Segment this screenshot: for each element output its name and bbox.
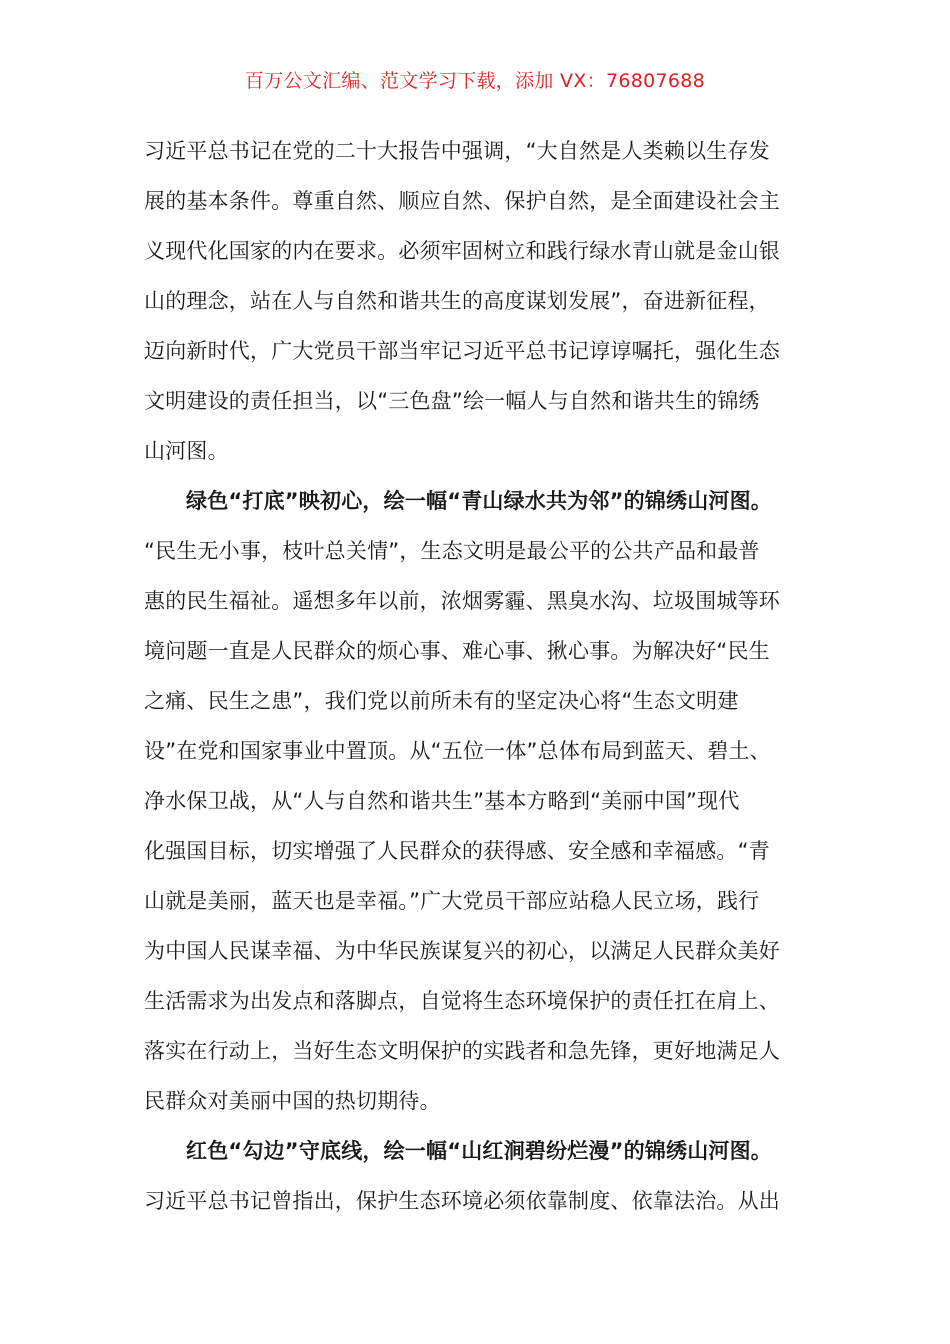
text-line: 净水保卫战，从“人与自然和谐共生”基本方略到“美丽中国”现代 [144, 789, 740, 813]
text-line: 生活需求为出发点和落脚点，自觉将生态环境保护的责任扛在肩上、 [144, 989, 780, 1013]
text-line: 义现代化国家的内在要求。必须牢固树立和践行绿水青山就是金山银 [144, 239, 780, 263]
text-line: 为中国人民谋幸福、为中华民族谋复兴的初心，以满足人民群众美好 [144, 939, 780, 963]
text-line: 迈向新时代，广大党员干部当牢记习近平总书记谆谆嘱托，强化生态 [144, 339, 780, 363]
paragraph-intro [144, 126, 804, 476]
paragraph-red [144, 1126, 804, 1226]
text-line: 山就是美丽，蓝天也是幸福。”广大党员干部应站稳人民立场，践行 [144, 889, 760, 913]
paragraph-green [144, 476, 804, 1126]
text-line: 习近平总书记曾指出，保护生态环境必须依靠制度、依靠法治。从出 [144, 1189, 780, 1213]
text-line: 展的基本条件。尊重自然、顺应自然、保护自然，是全面建设社会主 [144, 189, 780, 213]
text-line: 化强国目标，切实增强了人民群众的获得感、安全感和幸福感。“青 [144, 839, 770, 863]
text-line: 落实在行动上，当好生态文明保护的实践者和急先锋，更好地满足人 [144, 1039, 780, 1063]
text-line: 文明建设的责任担当，以“三色盘”绘一幅人与自然和谐共生的锦绣 [144, 389, 760, 413]
text-line: “民生无小事，枝叶总关情”，生态文明是最公平的公共产品和最普 [144, 539, 760, 563]
section-heading-green: 绿色“打底”映初心，绘一幅“青山绿水共为邻”的锦绣山河图。 [186, 489, 773, 513]
text-line: 之痛、民生之患”，我们党以前所未有的坚定决心将“生态文明建 [144, 689, 739, 713]
text-line: 设”在党和国家事业中置顶。从“五位一体”总体布局到蓝天、碧土、 [144, 739, 771, 763]
text-line: 民群众对美丽中国的热切期待。 [144, 1089, 441, 1113]
text-line: 山的理念，站在人与自然和谐共生的高度谋划发展”，奋进新征程， [144, 289, 770, 313]
text-line: 山河图。 [144, 439, 229, 463]
text-line: 境问题一直是人民群众的烦心事、难心事、揪心事。为解决好“民生 [144, 639, 770, 663]
document-body [144, 126, 804, 1226]
section-heading-red: 红色“勾边”守底线，绘一幅“山红涧碧纷烂漫”的锦绣山河图。 [186, 1139, 773, 1163]
text-line: 惠的民生福祉。遥想多年以前，浓烟雾霾、黑臭水沟、垃圾围城等环 [144, 589, 780, 613]
text-line: 习近平总书记在党的二十大报告中强调，“大自然是人类赖以生存发 [144, 139, 770, 163]
watermark-header: 百万公文汇编、范文学习下载，添加 VX：76807688 [244, 70, 706, 92]
